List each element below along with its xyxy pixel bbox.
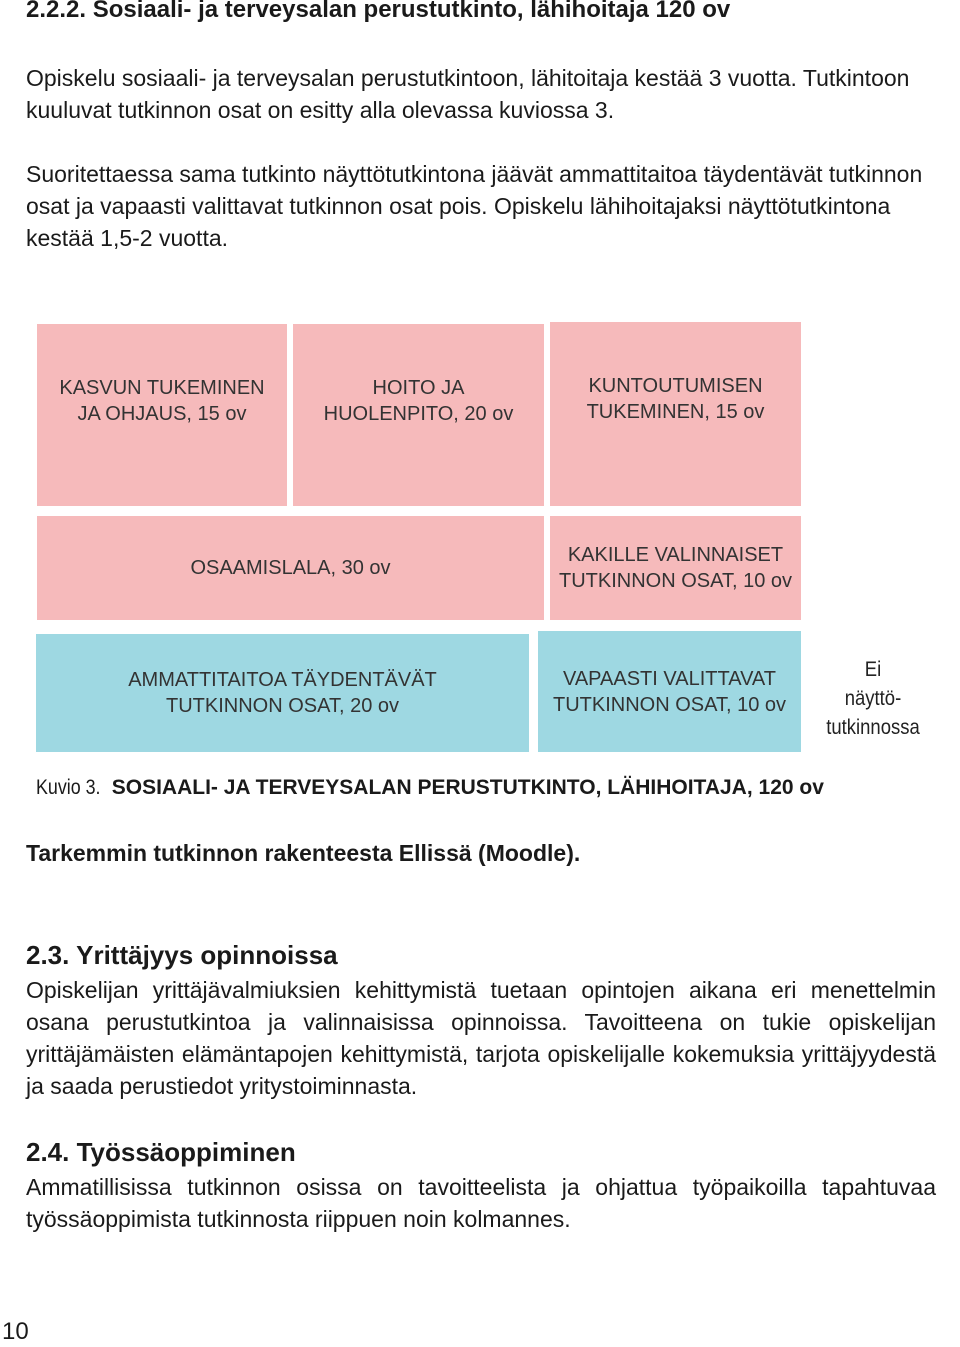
caption-text: SOSIAALI- JA TERVEYSALAN PERUSTUTKINTO, LÄHIHOITAJA, 120 ov (111, 776, 824, 799)
more-info-line: Tarkemmin tutkinnon rakenteesta Ellissä (Moodle). (26, 840, 581, 866)
box-line-2: TUTKINNON OSAT, 10 ov (558, 570, 792, 592)
box-line-2: TUKEMINEN, 15 ov (586, 401, 765, 423)
diagram-side-note (819, 655, 926, 742)
section-heading: 2.2.2. Sosiaali- ja terveysalan perustutkinto, lähihoitaja 120 ov (26, 0, 731, 23)
box-line-1: VAPAASTI VALITTAVAT (562, 667, 776, 690)
box-line-2: TUTKINNON OSAT, 20 ov (165, 695, 399, 717)
intro-paragraph-2: Suoritettaessa sama tutkinto näyttötutkintona jäävät ammattitaitoa täydentävät tutkinnon osat ja vapaasti valittavat tutkinnon osat pois. Opiskelu lähihoitajaksi näyttötutkintona kestää 1,5-2 vuotta. (26, 161, 923, 251)
box-hoito-ja-huolenpito (293, 324, 544, 506)
box-line-1: HOITO JA (372, 377, 465, 399)
box-kuntoutumisen-tukeminen (550, 322, 801, 506)
box-line-1: KUNTOUTUMISEN (588, 375, 763, 397)
section-2-3-title: 2.3. Yrittäjyys opinnoissa (26, 940, 338, 970)
section-2-4-text: Ammatillisissa tutkinnon osissa on tavoitteelista ja ohjattua työpaikoilla tapahtuvaa työssäoppimista tutkinnosta riippuen noin kolmannes. (26, 1174, 936, 1232)
section-2-4-title: 2.4. Työssäoppiminen (26, 1137, 296, 1167)
note-line-2: näyttö- (844, 687, 902, 710)
box-kasvun-tukeminen (37, 324, 287, 506)
box-line-1: KASVUN TUKEMINEN (59, 377, 265, 399)
intro-paragraph-1: Opiskelu sosiaali- ja terveysalan perustutkintoon, lähitoitaja kestää 3 vuotta. Tutkintoon kuuluvat tutkinnon osat on esitty alla olevassa kuviossa 3. (26, 65, 910, 123)
box-osaamisala (37, 516, 544, 620)
page-number: 10 (2, 1318, 29, 1345)
box-line-2: TUTKINNON OSAT, 10 ov (552, 693, 786, 716)
box-kaikille-valinnaiset (550, 516, 801, 620)
section-2-3-text: Opiskelijan yrittäjävalmiuksien kehittymistä tuetaan opintojen aikana eri menettelmin osana perustutkintoa ja valinnaisissa opinnoissa. Tavoitteena on tukie opiskelijan yrittäjämäisten elämäntapojen kehittymistä, tarjota opiskelijalle kokemuksia yrittäjyydestä ja saada perustiedot yritystoiminnasta. (26, 977, 936, 1099)
caption-label: Kuvio 3. (36, 776, 101, 799)
box-line-1: OSAAMISLALA, 30 ov (190, 557, 391, 579)
note-line-3: tutkinnossa (826, 716, 920, 739)
box-line-1: AMMATTITAITOA TÄYDENTÄVÄT (128, 669, 437, 691)
box-ammattitaitoa-taydentavat (36, 634, 529, 752)
box-line-2: JA OHJAUS, 15 ov (77, 403, 247, 425)
note-line-1: Ei (864, 658, 882, 681)
box-line-1: KAKILLE VALINNAISET (567, 544, 784, 566)
box-vapaasti-valittavat (538, 631, 801, 752)
figure-caption (36, 776, 824, 800)
box-line-2: HUOLENPITO, 20 ov (323, 403, 514, 425)
